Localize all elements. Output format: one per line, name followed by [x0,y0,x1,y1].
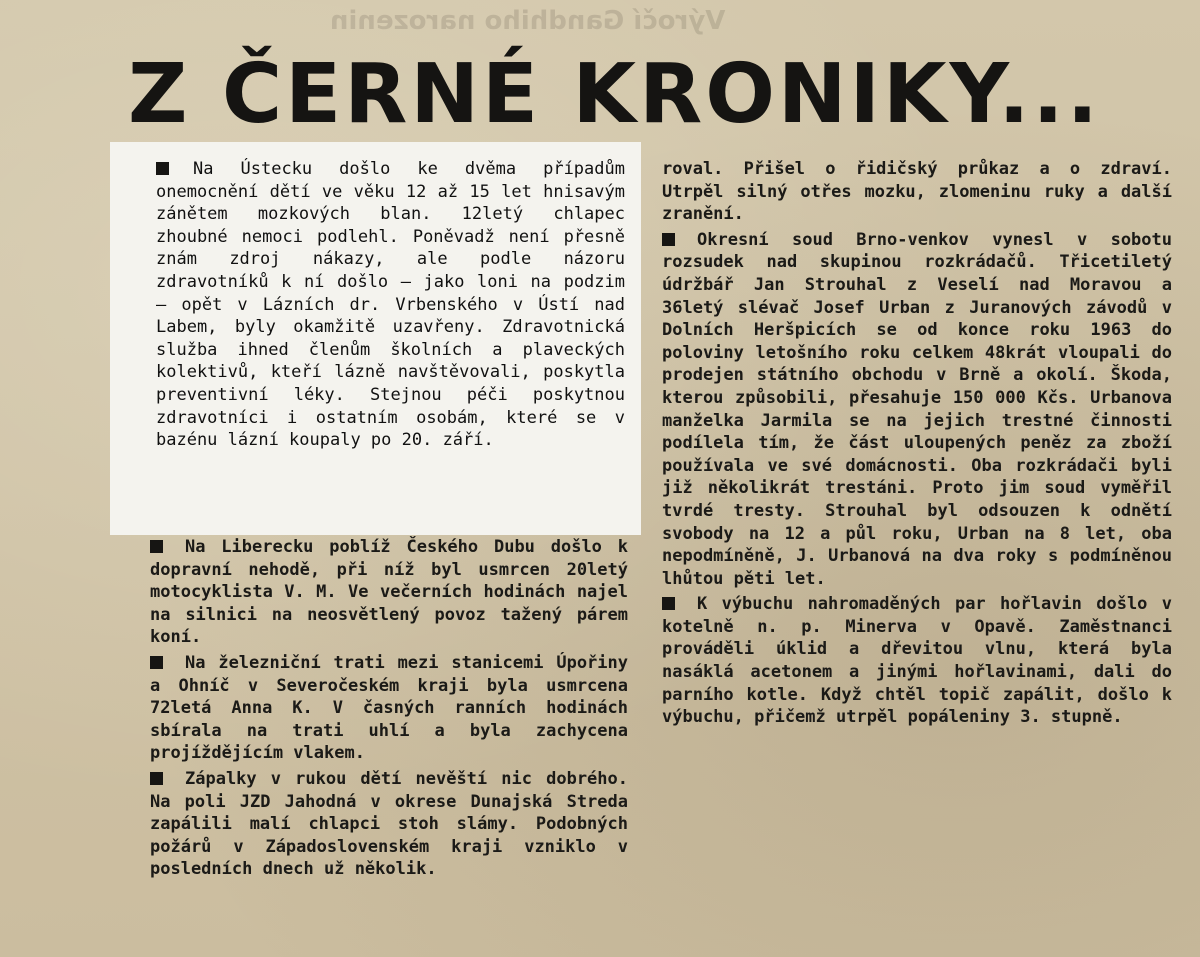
bullet-square-icon [662,233,675,246]
article-ustecko: Na Ústecku došlo ke dvěma případům onemocnění dětí ve věku 12 až 15 let hnisavým zánětem mozkových blan. 12letý chlapec zhoubné nemoci podlehl. Poněvadž není přesně znám zdroj nákazy, ale podle názoru zdravotníků k ní došlo — jako loni na podzim — opět v Lázních dr. Vrbenského v Ústí nad Labem, byly okamžitě uzavřeny. Zdravotnická služba ihned členům školních a plaveckých kolektivů, kteří lázně navštěvovali, poskytla preventivní léky. Stejnou péči poskytnou zdravotníci i ostatním osobám, které se v bazénu lázní koupaly po 20. září. [156,159,625,451]
left-column [150,536,628,881]
bullet-square-icon [150,772,163,785]
headline: Z ČERNÉ KRONIKY... [128,47,1101,142]
article-liberecko: Na Liberecku poblíž Českého Dubu došlo k dopravní nehodě, při níž byl usmrcen 20letý motocyklista V. M. Ve večerních hodinách najel na silnici na neosvětlený povoz tažený párem koní. [150,537,628,648]
article-opava: K výbuchu nahromaděných par hořlavin došlo v kotelně n. p. Minerva v Opavě. Zaměstnanci prováděli úklid a dřevitou vlnu, která byla nasáklá acetonem a jinými hořlavinami, dali do parního kotle. Když chtěl topič zapálit, došlo k výbuchu, přičemž utrpěl popáleniny 3. stupně. [662,594,1172,728]
bullet-square-icon [150,540,163,553]
article-zapalky: Zápalky v rukou dětí nevěští nic dobrého. Na poli JZD Jahodná v okrese Dunajská Streda zapálili malí chlapci stoh slámy. Podobných požárů v Západoslovenském kraji vzniklo v posledních dnech už několik. [150,768,628,880]
bullet-square-icon [150,656,163,669]
article-brno-venkov: Okresní soud Brno-venkov vynesl v sobotu rozsudek nad skupinou rozkrádačů. Třicetiletý údržbář Jan Strouhal z Veselí nad Moravou a 36letý slévač Josef Urban z Juranových závodů v Dolních Heršpicích se od konce roku 1963 do poloviny letošního roku celkem 48krát vloupali do prodejen státního obchodu v Brně a okolí. Škoda, kterou způsobili, přesahuje 150 000 Kčs. Urbanova manželka Jarmila se na jejich trestné činnosti podílela tím, že část uloupených peněz za zboží používala ve své domácnosti. Oba rozkrádači byli již několikrát trestáni. Proto jim soud vyměřil tvrdé tresty. Strouhal byl odsouzen k odnětí svobody na 12 a půl roku, Urban na 8 let, oba nepodmíněně, J. Urbanová na dva roky s podmíněnou lhůtou pěti let. [662,229,1172,589]
article-continuation: roval. Přišel o řidičský průkaz a o zdraví. Utrpěl silný otřes mozku, zlomeninu ruky a další zranění. [662,159,1172,225]
bleed-through-text: Výročí Gandhiho narozenin [330,6,726,36]
article-uporiny: Na železniční trati mezi stanicemi Úpořiny a Ohníč v Severočeském kraji byla usmrcena 72letá Anna K. V časných ranních hodinách sbírala na trati uhlí a byla zachycena projíždějícím vlakem. [150,652,628,764]
highlighted-article [110,142,641,535]
bullet-square-icon [662,597,675,610]
bullet-square-icon [156,162,169,175]
right-column [662,158,1172,729]
